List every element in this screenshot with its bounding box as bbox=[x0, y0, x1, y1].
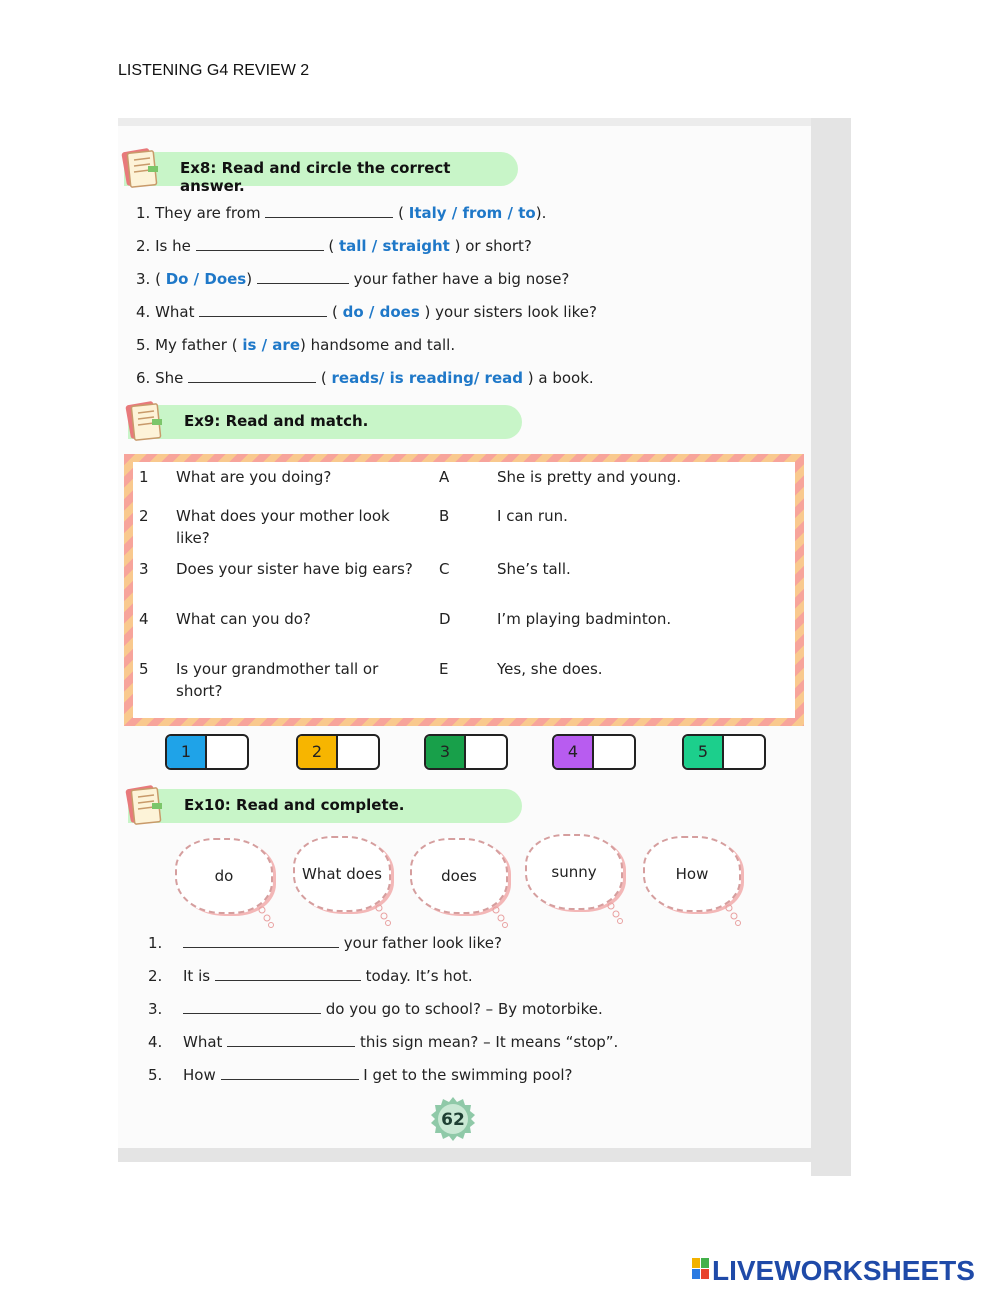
answer-blank[interactable] bbox=[257, 270, 349, 284]
ex8-title: Ex8: Read and circle the correct answer. bbox=[180, 159, 451, 195]
question-text: What does your mother look like? bbox=[176, 507, 390, 547]
answer-letter: B bbox=[439, 507, 450, 525]
box-number: 4 bbox=[554, 736, 594, 768]
ex10-item-2: 2. It is today. It’s hot. bbox=[148, 967, 473, 985]
answer-blank[interactable] bbox=[188, 369, 316, 383]
thought-dots bbox=[375, 904, 395, 928]
answer-blank[interactable] bbox=[215, 967, 361, 981]
question-number: 4 bbox=[139, 610, 149, 628]
ex10-title: Ex10: Read and complete. bbox=[184, 796, 405, 814]
answer-blank[interactable] bbox=[265, 204, 393, 218]
ex8-item-1: 1. They are from ( Italy / from / to). bbox=[136, 204, 547, 222]
book-icon bbox=[120, 146, 162, 190]
match-answer-box-3[interactable] bbox=[424, 734, 508, 770]
box-number: 1 bbox=[167, 736, 207, 768]
question-text: Does your sister have big ears? bbox=[176, 560, 413, 578]
answer-options[interactable]: tall / straight bbox=[339, 237, 450, 255]
answer-blank[interactable] bbox=[221, 1066, 359, 1080]
answer-text: Yes, she does. bbox=[497, 660, 603, 678]
answer-text: I can run. bbox=[497, 507, 568, 525]
answer-options[interactable]: reads/ is reading/ read bbox=[331, 369, 523, 387]
match-answer-box-5[interactable] bbox=[682, 734, 766, 770]
answer-text: I’m playing badminton. bbox=[497, 610, 672, 628]
word-bank-bubble: sunny bbox=[525, 834, 623, 910]
question-text: Is your grandmother tall or short? bbox=[176, 660, 379, 700]
thought-dots bbox=[492, 906, 512, 930]
answer-options[interactable]: is / are bbox=[242, 336, 300, 354]
answer-letter: A bbox=[439, 468, 450, 486]
book-icon bbox=[124, 783, 166, 827]
ex10-header bbox=[128, 789, 522, 823]
liveworksheets-wordmark bbox=[692, 1254, 992, 1286]
ex10-item-1: 1. your father look like? bbox=[148, 934, 502, 952]
match-answer-box-2[interactable] bbox=[296, 734, 380, 770]
page-number-badge bbox=[430, 1096, 476, 1142]
liveworksheets-logo bbox=[692, 1254, 992, 1290]
answer-blank[interactable] bbox=[183, 1000, 321, 1014]
question-text: What can you do? bbox=[176, 610, 311, 628]
answer-text: She’s tall. bbox=[497, 560, 571, 578]
answer-blank[interactable] bbox=[183, 934, 339, 948]
answer-options[interactable]: Do / Does bbox=[165, 270, 247, 288]
question-number: 2 bbox=[139, 507, 149, 525]
ex8-item-5: 5. My father ( is / are) handsome and tall. bbox=[136, 336, 456, 354]
answer-blank[interactable] bbox=[227, 1033, 355, 1047]
question-number: 1 bbox=[139, 468, 149, 486]
thought-dots bbox=[725, 904, 745, 928]
match-answer-box-1[interactable] bbox=[165, 734, 249, 770]
question-number: 3 bbox=[139, 560, 149, 578]
ex9-header bbox=[128, 405, 522, 439]
box-number: 3 bbox=[426, 736, 466, 768]
match-answer-box-4[interactable] bbox=[552, 734, 636, 770]
word-bank-bubble: What does bbox=[293, 836, 391, 912]
page-number: 62 bbox=[441, 1110, 465, 1130]
answer-letter: D bbox=[439, 610, 451, 628]
ex10-item-4: 4. What this sign mean? – It means “stop”. bbox=[148, 1033, 619, 1051]
answer-letter: C bbox=[439, 560, 450, 578]
answer-blank[interactable] bbox=[199, 303, 327, 317]
ex8-item-4: 4. What ( do / does ) your sisters look like? bbox=[136, 303, 597, 321]
answer-blank[interactable] bbox=[196, 237, 324, 251]
page-border-bottom bbox=[118, 1148, 811, 1162]
ex8-header bbox=[124, 152, 518, 195]
ex9-title: Ex9: Read and match. bbox=[184, 412, 369, 430]
box-number: 5 bbox=[684, 736, 724, 768]
page-border-top bbox=[118, 118, 811, 126]
question-number: 5 bbox=[139, 660, 149, 678]
ex10-item-5: 5. How I get to the swimming pool? bbox=[148, 1066, 573, 1084]
answer-options[interactable]: Italy / from / to bbox=[408, 204, 536, 222]
word-bank-bubble: do bbox=[175, 838, 273, 914]
word-bank-bubble: How bbox=[643, 836, 741, 912]
thought-dots bbox=[607, 902, 627, 926]
question-text: What are you doing? bbox=[176, 468, 332, 486]
svg-text:LIVEWORKSHEETS: LIVEWORKSHEETS bbox=[712, 1255, 975, 1286]
word-bank-bubble: does bbox=[410, 838, 508, 914]
ex8-item-2: 2. Is he ( tall / straight ) or short? bbox=[136, 237, 532, 255]
ex8-item-3: 3. ( Do / Does) your father have a big nose? bbox=[136, 270, 570, 288]
ex10-item-3: 3. do you go to school? – By motorbike. bbox=[148, 1000, 603, 1018]
document-title: LISTENING G4 REVIEW 2 bbox=[118, 62, 310, 79]
answer-text: She is pretty and young. bbox=[497, 468, 682, 486]
answer-letter: E bbox=[439, 660, 449, 678]
book-icon bbox=[124, 399, 166, 443]
thought-dots bbox=[258, 906, 278, 930]
answer-options[interactable]: do / does bbox=[342, 303, 420, 321]
ex8-item-6: 6. She ( reads/ is reading/ read ) a book. bbox=[136, 369, 594, 387]
box-number: 2 bbox=[298, 736, 338, 768]
page-border-right bbox=[811, 118, 851, 1176]
